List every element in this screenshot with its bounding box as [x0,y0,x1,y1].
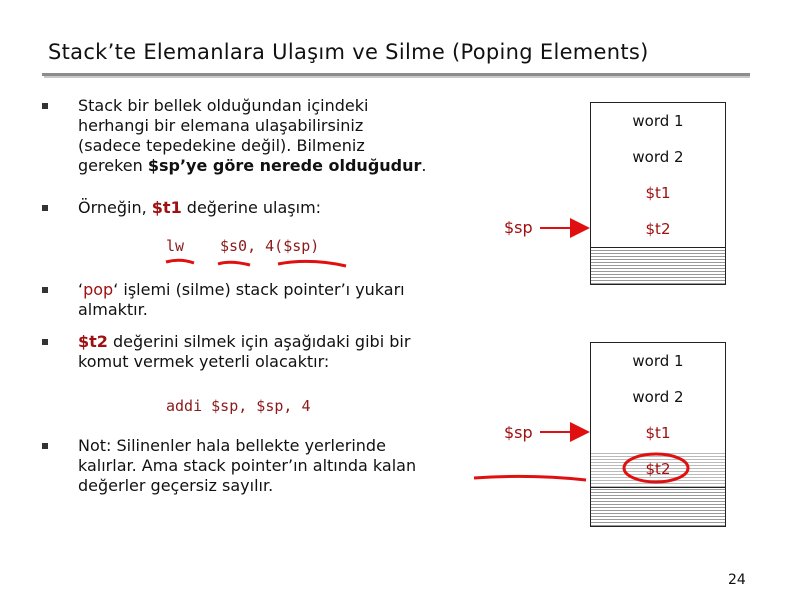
bullet-1-line-2: herhangi bir elemana ulaşabilirsiniz [78,116,364,135]
code-lw-op: lw [166,237,185,255]
circle-t2 [624,454,688,482]
stack-cell-t1: $t1 [645,184,671,202]
bullet-4-line-2: komut vermek yeterli olacaktır: [78,352,330,371]
bullet-4-reg: $t2 [78,332,108,351]
bullet-5-line-2: kalırlar. Ama stack pointer’ın altında kalan [78,456,417,475]
bullet-3-pop: pop [83,280,114,299]
stack-cell-word-1: word 1 [632,352,684,370]
bullet-1-line-4-a: gereken [78,156,148,175]
code-addi: addi $sp, $sp, 4 [166,397,311,415]
underline-lw [166,260,194,263]
bullet-3-a: ‘ [78,280,84,299]
underline-s0 [218,262,250,265]
stack-cell-word-1: word 1 [632,112,684,130]
page-number: 24 [728,572,746,588]
bullet-2-reg: $t1 [151,198,182,217]
sp-label-top: $sp [504,218,533,237]
bullet-5-line-1: Not: Silinenler hala bellekte yerlerinde [78,436,386,455]
bullet-4-b: değerini silmek için aşağıdaki gibi bir [107,332,411,351]
stack-cell-t2: $t2 [645,220,671,238]
bullet-2-a: Örneğin, [78,198,152,217]
bullet-1-line-4-bold: $sp’ye göre nerede olduğudur [147,156,422,175]
bullet-1-line-3: (sadece tepedekine değil). Bilmeniz [78,136,365,155]
page-title: Stack’te Elemanlara Ulaşım ve Silme (Poping Elements) [48,40,649,64]
code-lw-args: $s0, 4($sp) [220,237,320,255]
bullet-5-line-3: değerler geçersiz sayılır. [78,476,274,495]
sp-label-bottom: $sp [504,423,533,442]
bullet-3-c: ‘ işlemi (silme) stack pointer’ı yukarı [113,280,405,299]
underline-old-sp [474,476,586,480]
stack-cell-word-2: word 2 [632,388,684,406]
underline-4sp [278,261,346,266]
bullet-3-line-2: almaktır. [78,300,148,319]
stack-cell-word-2: word 2 [632,148,684,166]
stack-cell-t2-invalid: $t2 [591,451,725,487]
bullet-1-line-1: Stack bir bellek olduğundan içindeki [78,96,369,115]
stack-cell-t1: $t1 [645,424,671,442]
bullet-2-c: değerine ulaşım: [181,198,322,217]
bullet-1-line-4-c: . [421,156,427,175]
